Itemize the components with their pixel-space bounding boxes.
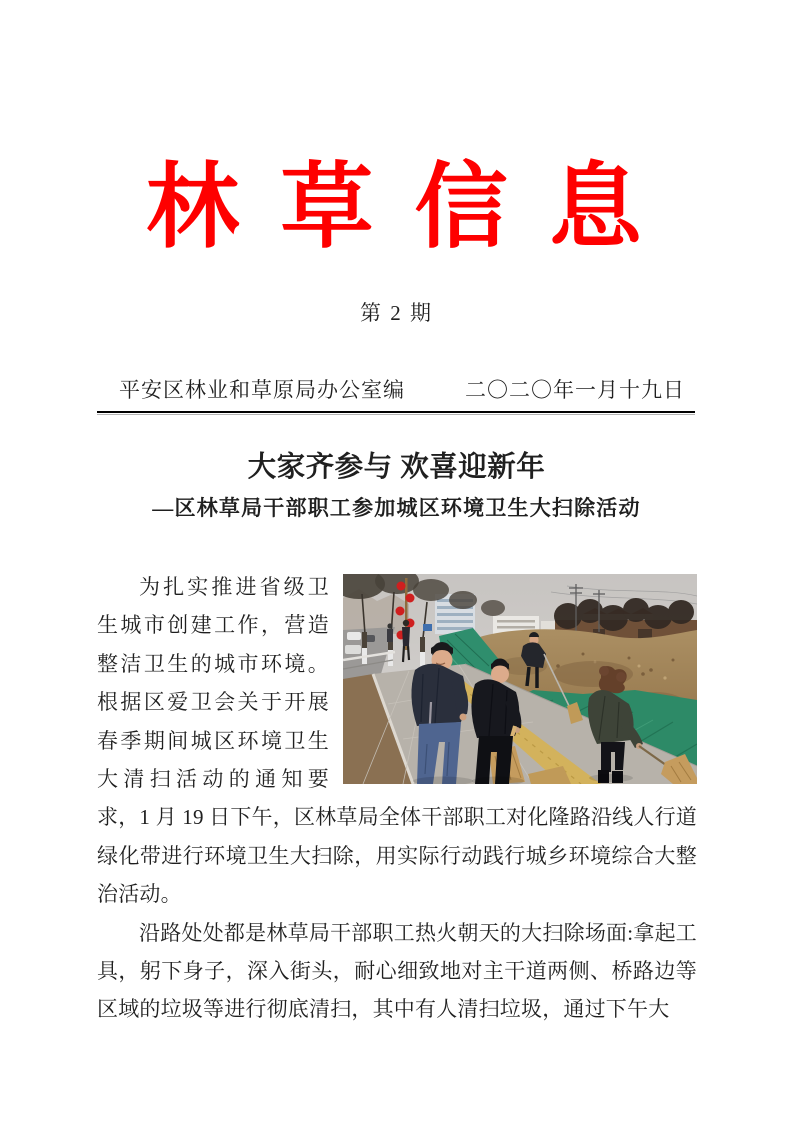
publish-date: 二〇二〇年一月十九日: [465, 378, 685, 402]
newsletter-title: 林 草 信 息: [146, 157, 647, 260]
article-paragraph-1: 为扎实推进省级卫生城市创建工作，营造整洁卫生的城市环境。根据区爱卫会关于开展春季期间城区环境卫生大清扫活动的通知要求，1 月 19 日下午，区林草局全体干部职工对化隆路沿线人行道绿化带进行环境卫生大扫除，用实际行动践行城乡环境综合大整治活动。: [97, 575, 697, 907]
issue-number: 第 2 期: [360, 301, 433, 325]
masthead-divider: [97, 411, 695, 415]
article-body: [97, 568, 697, 1029]
street-sweeping-photo-graphic: [343, 574, 697, 784]
article-headline: 大家齐参与 欢喜迎新年: [247, 452, 546, 483]
article-subheadline: —区林草局干部职工参加城区环境卫生大扫除活动: [152, 496, 641, 520]
compiler-label: 平安区林业和草原局办公室编: [119, 378, 405, 402]
masthead-info-row: [97, 374, 695, 404]
article-paragraph-2: 沿路处处都是林草局干部职工热火朝天的大扫除场面:拿起工具，躬下身子，深入街头，耐心细致地对主干道两侧、桥路边等区域的垃圾等进行彻底清扫，其中有人清扫垃圾，通过下午大: [97, 920, 697, 1022]
street-sweeping-photo: [343, 574, 697, 784]
